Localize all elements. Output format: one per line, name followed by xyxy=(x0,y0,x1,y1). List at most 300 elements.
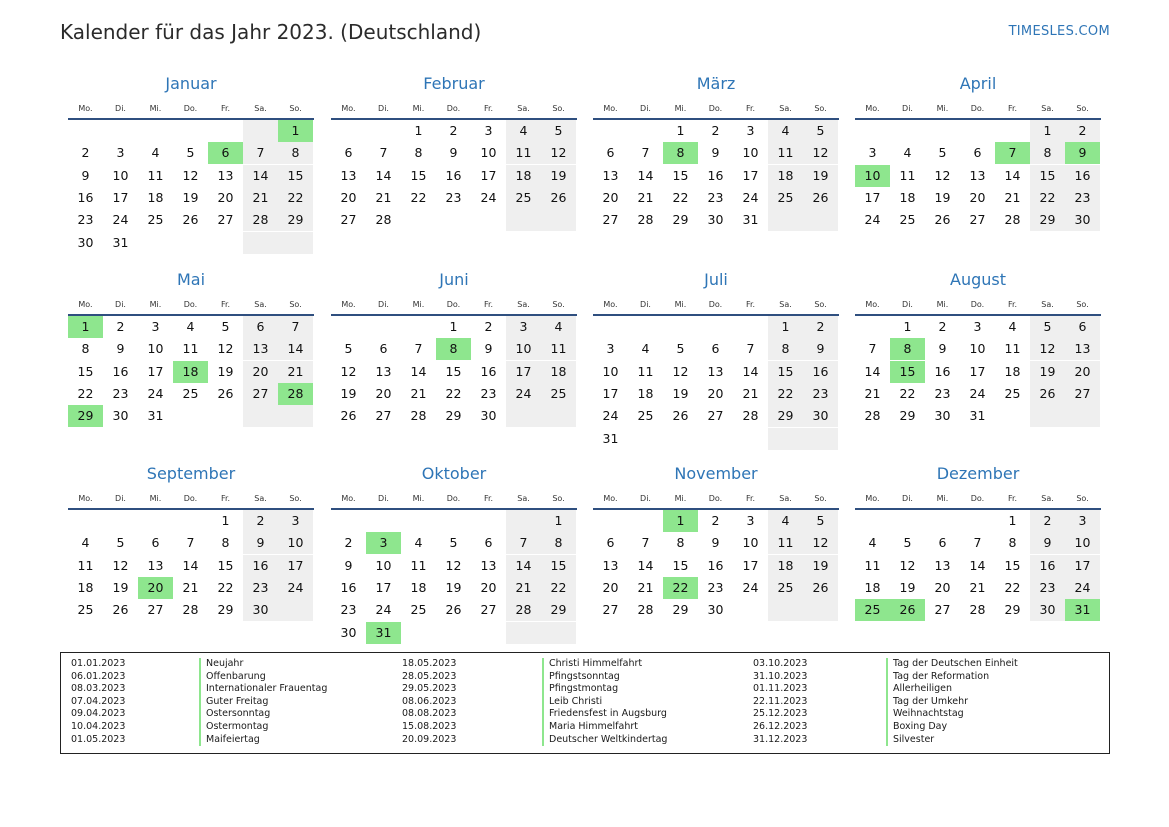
weekday-label: Di. xyxy=(640,104,651,113)
day-cell: 2 xyxy=(81,145,90,161)
day-cell: 10 xyxy=(506,338,541,360)
holiday-name: Allerheiligen xyxy=(886,683,1018,696)
holiday-name-column xyxy=(886,658,1018,746)
day-cell: 10 xyxy=(480,145,497,161)
day-cell: 10 xyxy=(742,145,759,161)
day-cell: 6 xyxy=(973,145,982,161)
day-cell: 23 xyxy=(803,383,838,405)
day-cell: 7 xyxy=(973,535,982,551)
weekday-label: Fr. xyxy=(1007,300,1018,309)
day-cell: 10 xyxy=(1065,532,1100,554)
weekday-label: Mo. xyxy=(341,104,356,113)
empty-weekend-cell xyxy=(541,405,576,427)
day-cell: 12 xyxy=(934,167,951,183)
day-cell: 17 xyxy=(742,167,759,183)
day-cell: 21 xyxy=(864,385,881,401)
day-cell: 12 xyxy=(803,142,838,164)
day-cell: 16 xyxy=(803,361,838,383)
day-cell: 2 xyxy=(243,510,278,532)
day-cell: 11 xyxy=(77,557,94,573)
day-cell: 9 xyxy=(81,167,90,183)
weekday-label: Do. xyxy=(183,104,198,113)
holiday-date: 31.10.2023 xyxy=(753,670,808,682)
day-cell: 11 xyxy=(1004,341,1021,357)
day-cell: 2 xyxy=(1065,120,1100,142)
holiday-day-cell: 3 xyxy=(366,532,401,554)
day-cell: 27 xyxy=(340,212,357,228)
day-cell: 4 xyxy=(641,341,650,357)
day-cell: 14 xyxy=(969,557,986,573)
day-cell: 1 xyxy=(449,319,458,334)
empty-weekend-cell xyxy=(506,405,541,427)
day-cell: 7 xyxy=(506,532,541,554)
empty-weekend-cell xyxy=(541,622,576,644)
day-cell: 8 xyxy=(541,532,576,554)
day-cell: 13 xyxy=(707,363,724,379)
weekday-label: Mo. xyxy=(341,300,356,309)
day-cell: 24 xyxy=(602,408,619,424)
day-cell: 14 xyxy=(278,338,313,360)
weekday-label: Do. xyxy=(970,494,985,503)
holiday-legend xyxy=(60,652,1110,754)
day-cell: 10 xyxy=(147,341,164,357)
day-cell: 14 xyxy=(1004,167,1021,183)
day-cell: 11 xyxy=(864,557,881,573)
day-cell: 16 xyxy=(243,555,278,577)
day-cell: 8 xyxy=(278,142,313,164)
weekday-label: Mi. xyxy=(149,104,162,113)
day-cell: 2 xyxy=(449,123,458,138)
day-cell: 30 xyxy=(77,234,94,250)
holiday-name: Guter Freitag xyxy=(199,696,327,709)
day-cell: 11 xyxy=(410,557,427,573)
day-cell: 3 xyxy=(484,123,493,138)
brand-link[interactable]: TIMESLES.COM xyxy=(1008,24,1110,39)
weekday-label: Di. xyxy=(902,104,913,113)
weekday-label: Do. xyxy=(446,104,461,113)
holiday-day-cell: 1 xyxy=(68,316,103,338)
day-cell: 31 xyxy=(112,234,129,250)
weekday-label: Di. xyxy=(115,104,126,113)
day-cell: 15 xyxy=(541,555,576,577)
weekday-label: Di. xyxy=(640,300,651,309)
holiday-date: 07.04.2023 xyxy=(71,695,126,707)
holiday-name: Weihnachtstag xyxy=(886,708,1018,721)
holiday-date: 01.01.2023 xyxy=(71,658,126,669)
day-cell: 10 xyxy=(278,532,313,554)
holiday-date: 08.06.2023 xyxy=(402,695,457,707)
holiday-day-cell: 9 xyxy=(1065,142,1100,164)
empty-weekend-cell xyxy=(768,428,803,450)
empty-weekend-cell xyxy=(803,599,838,621)
day-cell: 21 xyxy=(637,579,654,595)
weekday-label: Mi. xyxy=(149,300,162,309)
day-cell: 16 xyxy=(340,579,357,595)
day-cell: 29 xyxy=(672,212,689,228)
day-cell: 21 xyxy=(637,189,654,205)
holiday-name: Tag der Deutschen Einheit xyxy=(886,658,1018,671)
day-cell: 18 xyxy=(147,189,164,205)
day-cell: 7 xyxy=(243,142,278,164)
day-cell: 27 xyxy=(217,212,234,228)
day-cell: 30 xyxy=(707,212,724,228)
holiday-day-cell: 29 xyxy=(68,405,103,427)
day-cell: 11 xyxy=(541,338,576,360)
day-cell: 7 xyxy=(278,316,313,338)
day-cell: 20 xyxy=(602,189,619,205)
day-cell: 26 xyxy=(1030,383,1065,405)
day-cell: 24 xyxy=(147,385,164,401)
holiday-day-cell: 10 xyxy=(855,165,890,187)
weekday-label: Do. xyxy=(708,104,723,113)
day-cell: 22 xyxy=(541,577,576,599)
day-cell: 6 xyxy=(151,535,160,551)
day-cell: 28 xyxy=(742,408,759,424)
holiday-date: 18.05.2023 xyxy=(402,658,457,669)
weekday-label: Sa. xyxy=(1041,104,1054,113)
holiday-name: Deutscher Weltkindertag xyxy=(542,734,667,747)
day-cell: 30 xyxy=(243,599,278,621)
day-cell: 21 xyxy=(375,189,392,205)
weekday-label: Di. xyxy=(378,104,389,113)
day-cell: 5 xyxy=(903,535,912,551)
weekday-label: Mi. xyxy=(412,104,425,113)
day-cell: 16 xyxy=(480,363,497,379)
weekday-label: So. xyxy=(289,104,302,113)
day-cell: 15 xyxy=(1004,557,1021,573)
weekday-label: Fr. xyxy=(483,494,494,503)
holiday-date: 26.12.2023 xyxy=(753,720,808,732)
month-name: Dezember xyxy=(936,464,1020,483)
day-cell: 20 xyxy=(243,361,278,383)
day-cell: 22 xyxy=(445,385,462,401)
day-cell: 9 xyxy=(1030,532,1065,554)
day-cell: 15 xyxy=(445,363,462,379)
day-cell: 25 xyxy=(506,187,541,209)
weekday-label: Mo. xyxy=(603,300,618,309)
day-cell: 4 xyxy=(414,535,423,551)
weekday-header xyxy=(331,300,577,312)
holiday-day-cell: 1 xyxy=(278,120,313,142)
day-cell: 29 xyxy=(541,599,576,621)
day-cell: 18 xyxy=(410,579,427,595)
holiday-name: Pfingstsonntag xyxy=(542,671,667,684)
day-cell: 23 xyxy=(77,212,94,228)
day-cell: 15 xyxy=(278,165,313,187)
day-cell: 13 xyxy=(243,338,278,360)
holiday-day-cell: 15 xyxy=(890,361,925,383)
day-cell: 28 xyxy=(969,602,986,618)
day-cell: 12 xyxy=(112,557,129,573)
weekday-label: Di. xyxy=(378,494,389,503)
day-cell: 1 xyxy=(903,319,912,334)
day-cell: 9 xyxy=(344,557,353,573)
day-cell: 17 xyxy=(147,363,164,379)
holiday-name: Offenbarung xyxy=(199,671,327,684)
day-cell: 29 xyxy=(672,602,689,618)
holiday-date: 09.04.2023 xyxy=(71,708,126,720)
weekday-label: Di. xyxy=(115,494,126,503)
weekday-label: Mo. xyxy=(603,494,618,503)
day-cell: 12 xyxy=(182,167,199,183)
day-cell: 8 xyxy=(81,341,90,357)
weekday-label: Do. xyxy=(970,104,985,113)
day-cell: 10 xyxy=(375,557,392,573)
day-cell: 19 xyxy=(445,579,462,595)
day-cell: 13 xyxy=(375,363,392,379)
day-cell: 2 xyxy=(344,535,353,551)
holiday-name: Tag der Umkehr xyxy=(886,696,1018,709)
day-cell: 20 xyxy=(707,385,724,401)
day-cell: 3 xyxy=(746,123,755,138)
day-cell: 5 xyxy=(1030,316,1065,338)
day-cell: 27 xyxy=(969,212,986,228)
day-cell: 14 xyxy=(742,363,759,379)
day-cell: 6 xyxy=(243,316,278,338)
day-cell: 21 xyxy=(278,361,313,383)
day-cell: 26 xyxy=(934,212,951,228)
day-cell: 3 xyxy=(973,319,982,334)
day-cell: 12 xyxy=(217,341,234,357)
month-name: Oktober xyxy=(421,464,487,483)
day-cell: 22 xyxy=(77,385,94,401)
day-cell: 28 xyxy=(637,212,654,228)
day-cell: 4 xyxy=(868,535,877,551)
day-cell: 29 xyxy=(278,209,313,231)
weekday-label: Mi. xyxy=(936,300,949,309)
day-cell: 4 xyxy=(1008,319,1017,334)
day-cell: 3 xyxy=(278,510,313,532)
day-cell: 18 xyxy=(506,165,541,187)
day-cell: 12 xyxy=(340,363,357,379)
day-cell: 11 xyxy=(147,167,164,183)
empty-weekend-cell xyxy=(506,209,541,231)
day-cell: 27 xyxy=(1065,383,1100,405)
day-cell: 16 xyxy=(934,363,951,379)
day-cell: 15 xyxy=(217,557,234,573)
day-cell: 19 xyxy=(1030,361,1065,383)
day-cell: 14 xyxy=(410,363,427,379)
day-cell: 8 xyxy=(221,535,230,551)
weekday-label: Do. xyxy=(183,300,198,309)
day-cell: 27 xyxy=(375,408,392,424)
day-cell: 26 xyxy=(217,385,234,401)
day-cell: 27 xyxy=(934,602,951,618)
day-cell: 22 xyxy=(1004,579,1021,595)
day-cell: 15 xyxy=(1030,165,1065,187)
day-cell: 22 xyxy=(217,579,234,595)
day-cell: 28 xyxy=(637,602,654,618)
day-cell: 16 xyxy=(1030,555,1065,577)
day-cell: 24 xyxy=(864,212,881,228)
day-cell: 3 xyxy=(151,319,160,334)
weekday-header xyxy=(331,104,577,116)
weekday-label: Di. xyxy=(640,494,651,503)
day-cell: 14 xyxy=(182,557,199,573)
day-cell: 6 xyxy=(938,535,947,551)
weekday-label: Sa. xyxy=(517,494,530,503)
page-title: Kalender für das Jahr 2023. (Deutschland) xyxy=(60,20,482,44)
weekday-label: Fr. xyxy=(1007,104,1018,113)
weekday-label: Sa. xyxy=(1041,300,1054,309)
day-cell: 5 xyxy=(676,341,685,357)
day-cell: 30 xyxy=(340,624,357,640)
holiday-name: Internationaler Frauentag xyxy=(199,683,327,696)
day-cell: 26 xyxy=(803,187,838,209)
weekday-label: Mo. xyxy=(865,494,880,503)
day-cell: 20 xyxy=(340,189,357,205)
holiday-day-cell: 31 xyxy=(1065,599,1100,621)
day-cell: 19 xyxy=(217,363,234,379)
empty-weekend-cell xyxy=(278,599,313,621)
day-cell: 22 xyxy=(672,189,689,205)
day-cell: 30 xyxy=(803,405,838,427)
weekday-header xyxy=(68,494,314,506)
weekday-label: Mi. xyxy=(936,104,949,113)
holiday-day-cell: 28 xyxy=(278,383,313,405)
holiday-date: 25.12.2023 xyxy=(753,708,808,720)
weekday-label: Mo. xyxy=(865,300,880,309)
day-cell: 20 xyxy=(480,579,497,595)
empty-weekend-cell xyxy=(243,405,278,427)
day-cell: 13 xyxy=(480,557,497,573)
day-cell: 13 xyxy=(1065,338,1100,360)
empty-weekend-cell xyxy=(278,405,313,427)
empty-weekend-cell xyxy=(506,622,541,644)
day-cell: 21 xyxy=(506,577,541,599)
day-cell: 30 xyxy=(1030,599,1065,621)
day-cell: 7 xyxy=(868,341,877,357)
day-cell: 14 xyxy=(637,167,654,183)
day-cell: 23 xyxy=(340,602,357,618)
day-cell: 5 xyxy=(938,145,947,161)
month-name: Juli xyxy=(704,270,728,289)
weekday-label: So. xyxy=(1076,300,1089,309)
day-cell: 30 xyxy=(934,408,951,424)
day-cell: 16 xyxy=(1065,165,1100,187)
day-cell: 25 xyxy=(147,212,164,228)
empty-weekend-cell xyxy=(768,209,803,231)
day-cell: 19 xyxy=(803,165,838,187)
day-cell: 23 xyxy=(445,189,462,205)
day-cell: 17 xyxy=(742,557,759,573)
weekday-label: So. xyxy=(289,494,302,503)
empty-weekend-cell xyxy=(803,428,838,450)
day-cell: 6 xyxy=(1065,316,1100,338)
weekday-header xyxy=(593,300,839,312)
holiday-day-cell: 6 xyxy=(208,142,243,164)
weekday-header xyxy=(855,494,1101,506)
day-cell: 25 xyxy=(410,602,427,618)
day-cell: 2 xyxy=(711,513,720,528)
day-cell: 17 xyxy=(864,189,881,205)
weekday-label: Mi. xyxy=(674,300,687,309)
holiday-day-cell: 8 xyxy=(890,338,925,360)
empty-weekend-cell xyxy=(803,209,838,231)
day-cell: 2 xyxy=(484,319,493,334)
weekday-label: Di. xyxy=(378,300,389,309)
day-cell: 28 xyxy=(1004,212,1021,228)
month-name: September xyxy=(146,464,236,483)
day-cell: 29 xyxy=(768,405,803,427)
day-cell: 12 xyxy=(899,557,916,573)
holiday-date-column xyxy=(753,658,807,746)
weekday-label: Fr. xyxy=(745,494,756,503)
weekday-label: Do. xyxy=(183,494,198,503)
day-cell: 9 xyxy=(484,341,493,357)
weekday-label: Sa. xyxy=(254,494,267,503)
month-name: April xyxy=(959,74,997,93)
weekday-label: Fr. xyxy=(483,104,494,113)
holiday-day-cell: 26 xyxy=(890,599,925,621)
day-cell: 11 xyxy=(637,363,654,379)
day-cell: 27 xyxy=(243,383,278,405)
holiday-name: Ostermontag xyxy=(199,721,327,734)
holiday-date-column xyxy=(71,658,125,746)
day-cell: 14 xyxy=(243,165,278,187)
day-cell: 9 xyxy=(449,145,458,161)
day-cell: 28 xyxy=(375,212,392,228)
weekday-label: Sa. xyxy=(1041,494,1054,503)
day-cell: 2 xyxy=(1030,510,1065,532)
weekday-label: Di. xyxy=(902,494,913,503)
day-cell: 9 xyxy=(803,338,838,360)
weekday-label: So. xyxy=(814,104,827,113)
day-cell: 16 xyxy=(77,189,94,205)
day-cell: 13 xyxy=(602,557,619,573)
day-cell: 31 xyxy=(147,408,164,424)
day-cell: 19 xyxy=(182,189,199,205)
day-cell: 31 xyxy=(602,430,619,446)
day-cell: 29 xyxy=(899,408,916,424)
day-cell: 2 xyxy=(711,123,720,138)
day-cell: 9 xyxy=(711,535,720,551)
day-cell: 30 xyxy=(480,408,497,424)
day-cell: 21 xyxy=(182,579,199,595)
day-cell: 24 xyxy=(742,579,759,595)
day-cell: 3 xyxy=(116,145,125,161)
month-name: Januar xyxy=(165,74,217,93)
day-cell: 21 xyxy=(742,385,759,401)
day-cell: 29 xyxy=(217,602,234,618)
weekday-label: Fr. xyxy=(745,104,756,113)
day-cell: 17 xyxy=(1065,555,1100,577)
holiday-day-cell: 7 xyxy=(995,142,1030,164)
day-cell: 11 xyxy=(768,142,803,164)
weekday-label: Mo. xyxy=(78,104,93,113)
day-cell: 7 xyxy=(186,535,195,551)
day-cell: 18 xyxy=(899,189,916,205)
day-cell: 9 xyxy=(711,145,720,161)
holiday-date: 01.11.2023 xyxy=(753,683,808,695)
day-cell: 14 xyxy=(375,167,392,183)
day-cell: 23 xyxy=(243,577,278,599)
holiday-day-cell: 1 xyxy=(663,510,698,532)
day-cell: 28 xyxy=(243,209,278,231)
weekday-label: Sa. xyxy=(517,300,530,309)
day-cell: 20 xyxy=(1065,361,1100,383)
weekday-label: Sa. xyxy=(254,104,267,113)
day-cell: 5 xyxy=(344,341,353,357)
day-cell: 17 xyxy=(506,361,541,383)
weekday-header xyxy=(593,494,839,506)
day-cell: 5 xyxy=(186,145,195,161)
day-cell: 17 xyxy=(602,385,619,401)
day-cell: 4 xyxy=(768,120,803,142)
month-name: März xyxy=(696,74,736,93)
day-cell: 11 xyxy=(899,167,916,183)
day-cell: 13 xyxy=(147,557,164,573)
